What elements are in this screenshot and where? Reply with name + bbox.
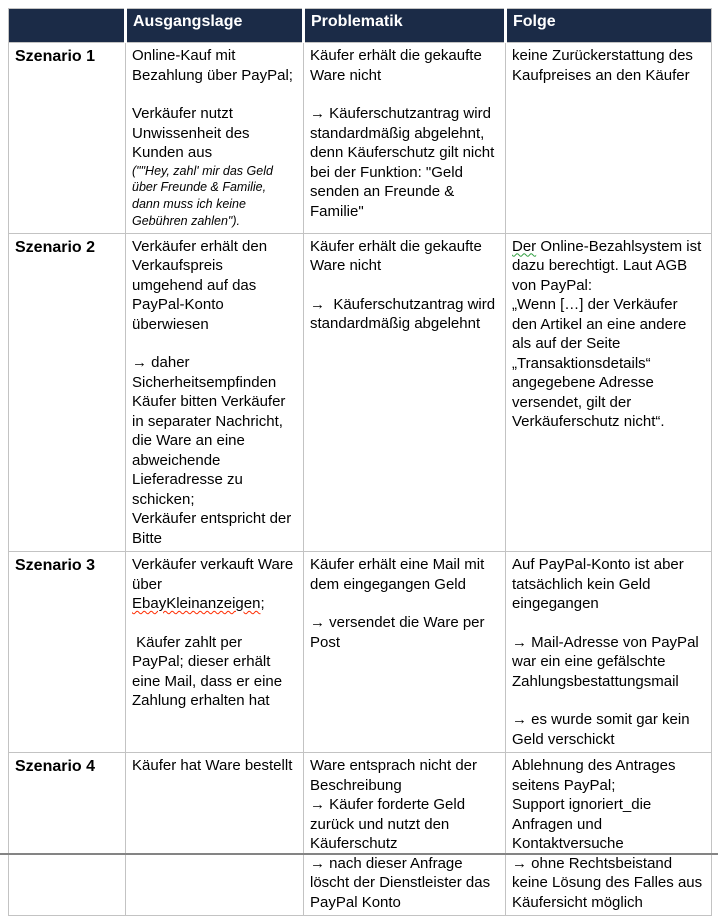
misspelled-word: EbayKleinanzeigen (132, 595, 261, 612)
paragraph: Käufer erhält die gekaufte Ware nicht (310, 47, 486, 84)
quote-paragraph: „Wenn […] der Verkäufer den Artikel an eine andere als auf der Seite „Transaktionsdetails“ angegebene Adresse versendet, gilt der Verkäuferschutz nicht“. (512, 296, 691, 430)
text-run: Verkäufer verkauft Ware über (132, 556, 298, 593)
paragraph (512, 237, 705, 296)
arrow-paragraph: → Käuferschutzantrag wird standardmäßig abgelehnt (310, 295, 500, 332)
header-cell-problematik: Problematik (304, 9, 506, 43)
table-row-szenario-1 (9, 43, 712, 234)
paragraph: Ware entsprach nicht der Beschreibung (310, 757, 482, 794)
arrow-paragraph: → ohne Rechtsbeistand keine Lösung des Falles aus Käufersicht möglich (512, 854, 707, 911)
paragraph: keine Zurückerstattung des Kaufpreises an den Käufer (512, 47, 698, 84)
header-cell-ausgangslage: Ausgangslage (126, 9, 304, 43)
cell-s4-ausgangslage (126, 753, 304, 916)
document-page (0, 8, 718, 911)
row-label-szenario-3: Szenario 3 (9, 552, 126, 753)
cell-s3-problematik (304, 552, 506, 753)
cell-s1-ausgangslage (126, 43, 304, 234)
grammar-flagged-word: Der (512, 237, 537, 255)
cell-s2-folge (506, 233, 712, 552)
paragraph: Verkäufer nutzt Unwissenheit des Kunden aus (132, 105, 254, 161)
paragraph: Käufer hat Ware bestellt (132, 757, 293, 774)
text-run: ; (260, 595, 265, 612)
cell-s1-problematik (304, 43, 506, 234)
paragraph: Käufer zahlt per PayPal; dieser erhält eine Mail, dass er eine Zahlung erhalten hat (132, 633, 287, 709)
italic-quote-paragraph: (""Hey, zahl' mir das Geld über Freunde & Familie, dann muss ich keine Gebühren zahlen"). (132, 163, 277, 228)
cell-s2-problematik (304, 233, 506, 552)
cell-s3-ausgangslage (126, 552, 304, 753)
paragraph: Online-Kauf mit Bezahlung über PayPal; (132, 47, 293, 84)
paragraph: Käufer erhält eine Mail mit dem eingegangen Geld (310, 556, 489, 593)
header-cell-empty (9, 9, 126, 43)
row-label-szenario-1: Szenario 1 (9, 43, 126, 234)
paragraph: Ablehnung des Antrages seitens PayPal; (512, 757, 680, 794)
cell-s2-ausgangslage (126, 233, 304, 552)
cell-s3-folge (506, 552, 712, 753)
cell-s4-problematik (304, 753, 506, 916)
paragraph: Auf PayPal-Konto ist aber tatsächlich kein Geld eingegangen (512, 556, 688, 612)
table-row-szenario-4 (9, 753, 712, 916)
text-run: Online-Bezahlsystem ist dazu berechtigt. Laut AGB von PayPal: (512, 237, 706, 294)
row-label-szenario-2: Szenario 2 (9, 233, 126, 552)
paragraph: Verkäufer entspricht der Bitte (132, 510, 296, 547)
cell-s1-folge (506, 43, 712, 234)
scenario-table (8, 8, 712, 916)
table-row-szenario-2 (9, 233, 712, 552)
arrow-paragraph: → nach dieser Anfrage löscht der Dienstleister das PayPal Konto (310, 854, 495, 911)
table-row-szenario-3 (9, 552, 712, 753)
paragraph: Verkäufer erhält den Verkaufspreis umgehend auf das PayPal-Konto überwiesen (132, 237, 272, 333)
arrow-paragraph: → versendet die Ware per Post (310, 614, 489, 651)
header-row (9, 9, 712, 43)
page-bottom-rule (0, 853, 718, 855)
row-label-szenario-4: Szenario 4 (9, 753, 126, 916)
arrow-paragraph: → Käuferschutzantrag wird standardmäßig abgelehnt, denn Käuferschutz gilt nicht bei der Funktion: "Geld senden an Freunde & Familie" (310, 105, 499, 220)
header-cell-folge: Folge (506, 9, 712, 43)
paragraph: Support ignoriert_die Anfragen und Kontaktversuche (512, 796, 655, 852)
arrow-paragraph: → es wurde somit gar kein Geld verschickt (512, 711, 694, 748)
paragraph (132, 555, 297, 614)
arrow-paragraph: → daher Sicherheitsempfinden Käufer bitten Verkäufer in separater Nachricht, die Ware an eine abweichende Lieferadresse zu schicken; (132, 354, 290, 508)
arrow-paragraph: → Mail-Adresse von PayPal war ein eine gefälschte Zahlungsbestattungsmail (512, 633, 703, 690)
cell-s4-folge (506, 753, 712, 916)
arrow-paragraph: → Käufer forderte Geld zurück und nutzt den Käuferschutz (310, 796, 470, 852)
paragraph: Käufer erhält die gekaufte Ware nicht (310, 237, 486, 274)
